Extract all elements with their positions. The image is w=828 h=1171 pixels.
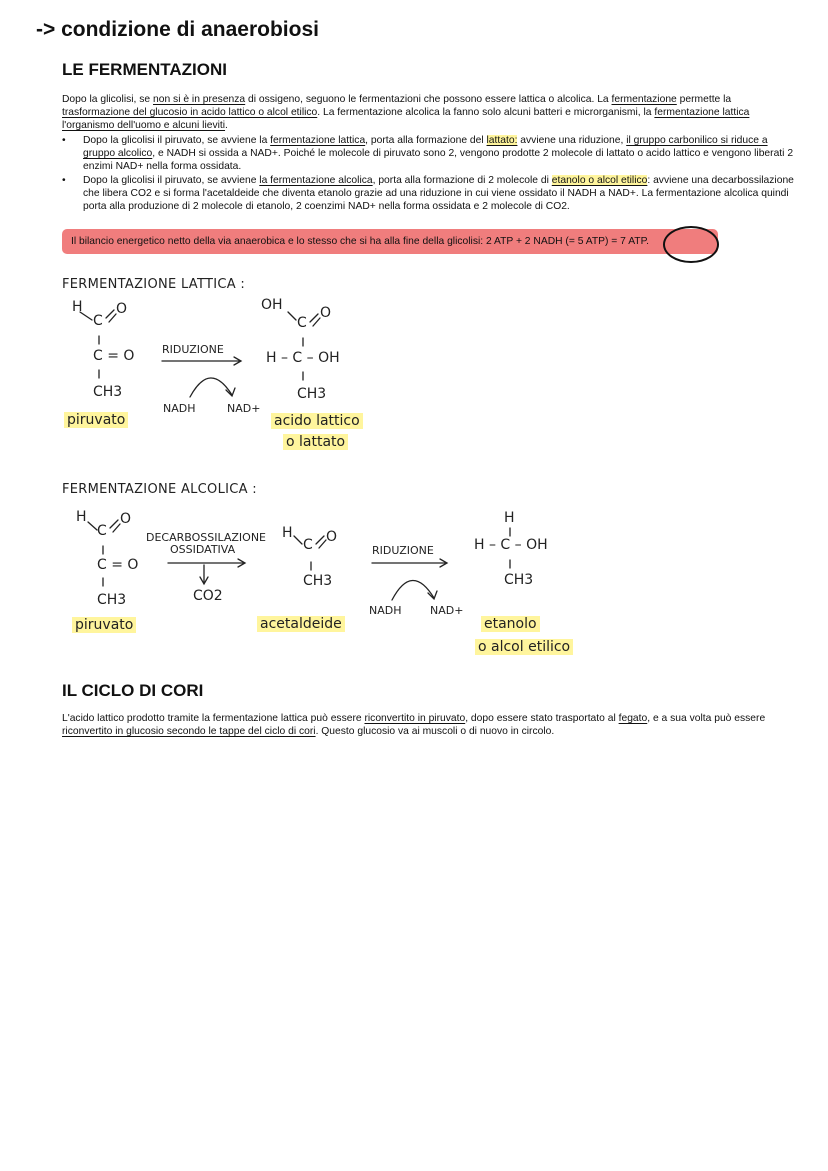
lattica-prod-ch3: CH3: [297, 386, 327, 402]
cori-text-2: , dopo essere stato trasportato al: [465, 713, 619, 724]
alcolica-nadh: NADH: [369, 604, 402, 617]
intro-underline-3: trasformazione del glucosio in acido lattico o alcol etilico: [62, 107, 318, 119]
cori-underline-1: riconvertito in piruvato: [364, 713, 466, 724]
section-heading-fermentazioni: LE FERMENTAZIONI: [62, 60, 227, 79]
bullet2-text-3: : avviene una decarbossilazione che libera CO2 e si forma l'acetaldeide che diventa etanolo grazie ad una riduzione in cui viene ossidato il NADH a NAD+. La fermentazione alcolica quindi porta alla produzione di 2 molecole di etanolo, 2 coenzimi NAD+ nella forma ossidata e 2 molecole di CO2.: [83, 174, 794, 213]
alcolica-reaction1-line1: DECARBOSSILAZIONE: [146, 531, 267, 544]
cori-underline-3: riconvertito in glucosio secondo le tappe del ciclo di cori: [62, 726, 316, 738]
alcolica-eth-hcoh: H – C – OH: [474, 537, 548, 553]
bond-c-o-3b: [113, 524, 120, 532]
intro-text-5: .: [225, 120, 228, 132]
bond-h-c-4: [294, 536, 302, 544]
energy-balance-callout: Il bilancio energetico netto della via anaerobica e lo stesso che si ha alla fine della glicolisi: 2 ATP + 2 NADH (= 5 ATP) = 7 ATP.: [62, 229, 718, 254]
alcolica-eth-h: H: [504, 510, 515, 526]
lattica-pyruvate-label: piruvato: [64, 412, 128, 428]
lattica-pyr-o: O: [116, 301, 128, 317]
intro-text-1: Dopo la glicolisi, se: [62, 94, 153, 105]
alcolica-ace-c: C: [303, 537, 313, 553]
bullet2-text-1: Dopo la glicolisi il piruvato, se avviene: [83, 174, 260, 186]
bond-c-o-2b: [313, 318, 320, 326]
lattica-nad: NAD+: [227, 402, 261, 415]
lattica-prod-hcoh: H – C – OH: [266, 350, 340, 366]
lattica-pyr-eqo: C = O: [93, 348, 135, 364]
cori-paragraph: [62, 712, 802, 738]
lattica-title: FERMENTAZIONE LATTICA :: [62, 277, 246, 292]
curved-arrow-lattica: [190, 378, 232, 397]
cori-text-1: L'acido lattico prodotto tramite la fermentazione lattica può essere: [62, 713, 365, 724]
alcolica-pyr-ch3: CH3: [97, 592, 127, 608]
page-title: -> condizione di anaerobiosi: [36, 18, 319, 41]
cori-text-3: , e a sua volta può essere: [647, 713, 766, 724]
alcolica-title: FERMENTAZIONE ALCOLICA :: [62, 482, 257, 497]
alcolica-reaction1-line2: OSSIDATIVA: [170, 543, 236, 556]
alcolica-pyr-o: O: [120, 511, 132, 527]
lattica-prod-oh: OH: [261, 297, 283, 313]
alcolica-reaction2-label: RIDUZIONE: [372, 544, 434, 557]
cori-text-4: . Questo glucosio va ai muscoli o di nuovo in circolo.: [315, 726, 555, 738]
bullet1-underline-1: fermentazione lattica: [270, 135, 366, 146]
lattica-product-label-1: acido lattico: [271, 413, 363, 429]
alcolica-ace-o: O: [326, 529, 338, 545]
bond-oh-c: [288, 312, 296, 320]
intro-underline-1: non si è in presenza: [153, 94, 246, 105]
bullet1-underline-2: il gruppo carbonilico si riduce a gruppo alcolico: [83, 135, 768, 160]
lattica-pyr-h: H: [72, 299, 83, 315]
intro-underline-2: fermentazione: [611, 94, 677, 105]
lattica-pyr-c: C: [93, 313, 103, 329]
cori-underline-2: fegato: [618, 713, 648, 724]
lattica-pyr-ch3: CH3: [93, 384, 123, 400]
bullet2-highlight: etanolo o alcol etilico: [551, 174, 648, 186]
lattica-nadh: NADH: [163, 402, 196, 415]
bullet1-highlight: lattato:: [486, 135, 518, 146]
lattica-prod-c: C: [297, 315, 307, 331]
bullet1-text-1: Dopo la glicolisi il piruvato, se avviene la: [83, 135, 271, 146]
section-heading-cori: IL CICLO DI CORI: [62, 681, 204, 700]
alcolica-pyr-h: H: [76, 509, 87, 525]
alcolica-ace-ch3: CH3: [303, 573, 333, 589]
alcolica-product-label-2: o alcol etilico: [475, 639, 573, 655]
alcolica-intermediate-label: acetaldeide: [257, 616, 345, 632]
alcolica-co2: CO2: [193, 588, 223, 604]
lattica-product-label-2: o lattato: [283, 434, 348, 450]
alcolica-pyruvate-label: piruvato: [72, 617, 136, 633]
bond-c-o-1b: [109, 314, 116, 322]
bullet2-underline-1: la fermentazione alcolica: [259, 174, 373, 186]
alcolica-product-label-1: etanolo: [481, 616, 540, 632]
intro-underline-4: fermentazione lattica l'organismo dell'uomo e alcuni lieviti: [62, 107, 750, 132]
bullet1-text-2: , porta alla formazione del: [365, 135, 487, 146]
bond-h-c-3: [88, 522, 97, 530]
bullet1-text-4: , e NADH si ossida a NAD+. Poiché le molecole di piruvato sono 2, vengono prodotte 2 molecole di lattato o acido lattico e vengono liberati 2 enzimi NAD+ nella forma ossidata.: [83, 148, 794, 173]
curved-arrow-alcolica: [392, 580, 434, 600]
alcolica-eth-ch3: CH3: [504, 572, 534, 588]
lattica-prod-o: O: [320, 305, 332, 321]
intro-text-2: di ossigeno, seguono le fermentazioni che possono essere lattica o alcolica. La: [245, 94, 612, 105]
alcolica-nad: NAD+: [430, 604, 464, 617]
alcolica-pyr-eqo: C = O: [97, 557, 139, 573]
bond-c-o-4b: [319, 540, 326, 548]
alcolica-pyr-c: C: [97, 523, 107, 539]
bullet2-text-2: , porta alla formazione di 2 molecole di: [372, 174, 552, 186]
intro-text-3: permette la: [676, 94, 732, 105]
alcolica-ace-h: H: [282, 525, 293, 541]
intro-text-4: . La fermentazione alcolica la fanno solo alcuni batteri e microrganismi, la: [317, 107, 655, 119]
bullet1-text-3: avviene una riduzione,: [517, 135, 627, 146]
lattica-reaction-label: RIDUZIONE: [162, 343, 224, 356]
